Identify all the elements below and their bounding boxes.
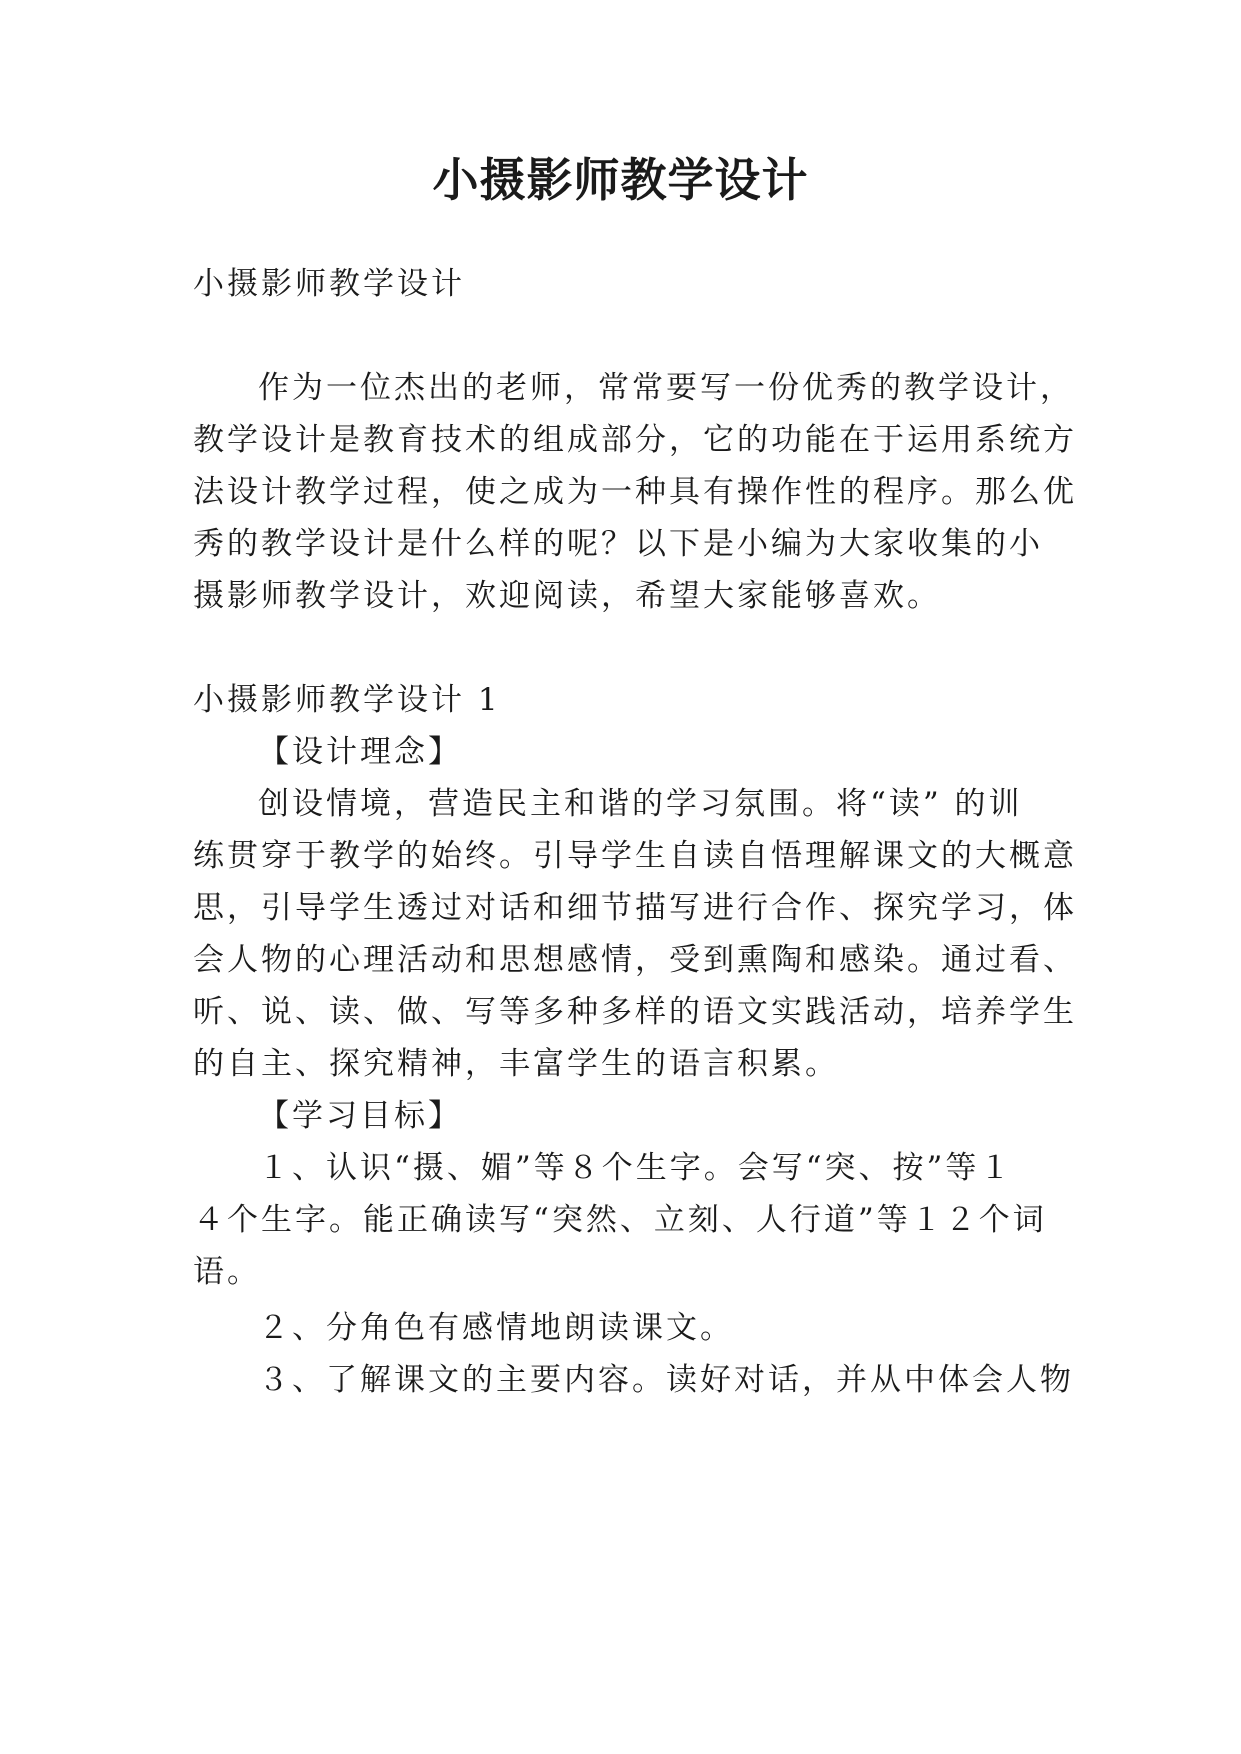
document-subtitle: 小摄影师教学设计 xyxy=(193,266,465,302)
design-concept-line-1: 创设情境，营造民主和谐的学习氛围。将“读” 的训 xyxy=(258,786,1023,822)
intro-line-1: 作为一位杰出的老师，常常要写一份优秀的教学设计， xyxy=(258,370,1074,406)
goal-2: ２、分角色有感情地朗读课文。 xyxy=(258,1310,734,1346)
intro-line-4: 秀的教学设计是什么样的呢？以下是小编为大家收集的小 xyxy=(193,526,1043,562)
design-concept-line-5: 听、说、读、做、写等多种多样的语文实践活动，培养学生 xyxy=(193,994,1077,1030)
section-heading: 小摄影师教学设计 1 xyxy=(193,682,501,718)
intro-line-3: 法设计教学过程，使之成为一种具有操作性的程序。那么优 xyxy=(193,474,1077,510)
design-concept-line-6: 的自主、探究精神，丰富学生的语言积累。 xyxy=(193,1046,839,1082)
goal-1-line-2: ４个生字。能正确读写“突然、立刻、人行道”等１２个词 xyxy=(193,1202,1047,1238)
design-concept-line-2: 练贯穿于教学的始终。引导学生自读自悟理解课文的大概意 xyxy=(193,838,1077,874)
design-concept-heading: 【设计理念】 xyxy=(258,734,462,770)
design-concept-line-4: 会人物的心理活动和思想感情，受到熏陶和感染。通过看、 xyxy=(193,942,1077,978)
design-concept-line-3: 思，引导学生透过对话和细节描写进行合作、探究学习，体 xyxy=(193,890,1077,926)
goal-1-line-1: １、认识“摄、媚”等８个生字。会写“突、按”等１ xyxy=(258,1150,1014,1186)
learning-goals-heading: 【学习目标】 xyxy=(258,1098,462,1134)
intro-line-2: 教学设计是教育技术的组成部分，它的功能在于运用系统方 xyxy=(193,422,1077,458)
goal-1-line-3: 语。 xyxy=(193,1254,261,1290)
document-title: 小摄影师教学设计 xyxy=(432,153,809,207)
goal-3: ３、了解课文的主要内容。读好对话，并从中体会人物 xyxy=(258,1362,1074,1398)
intro-line-5: 摄影师教学设计，欢迎阅读，希望大家能够喜欢。 xyxy=(193,578,941,614)
